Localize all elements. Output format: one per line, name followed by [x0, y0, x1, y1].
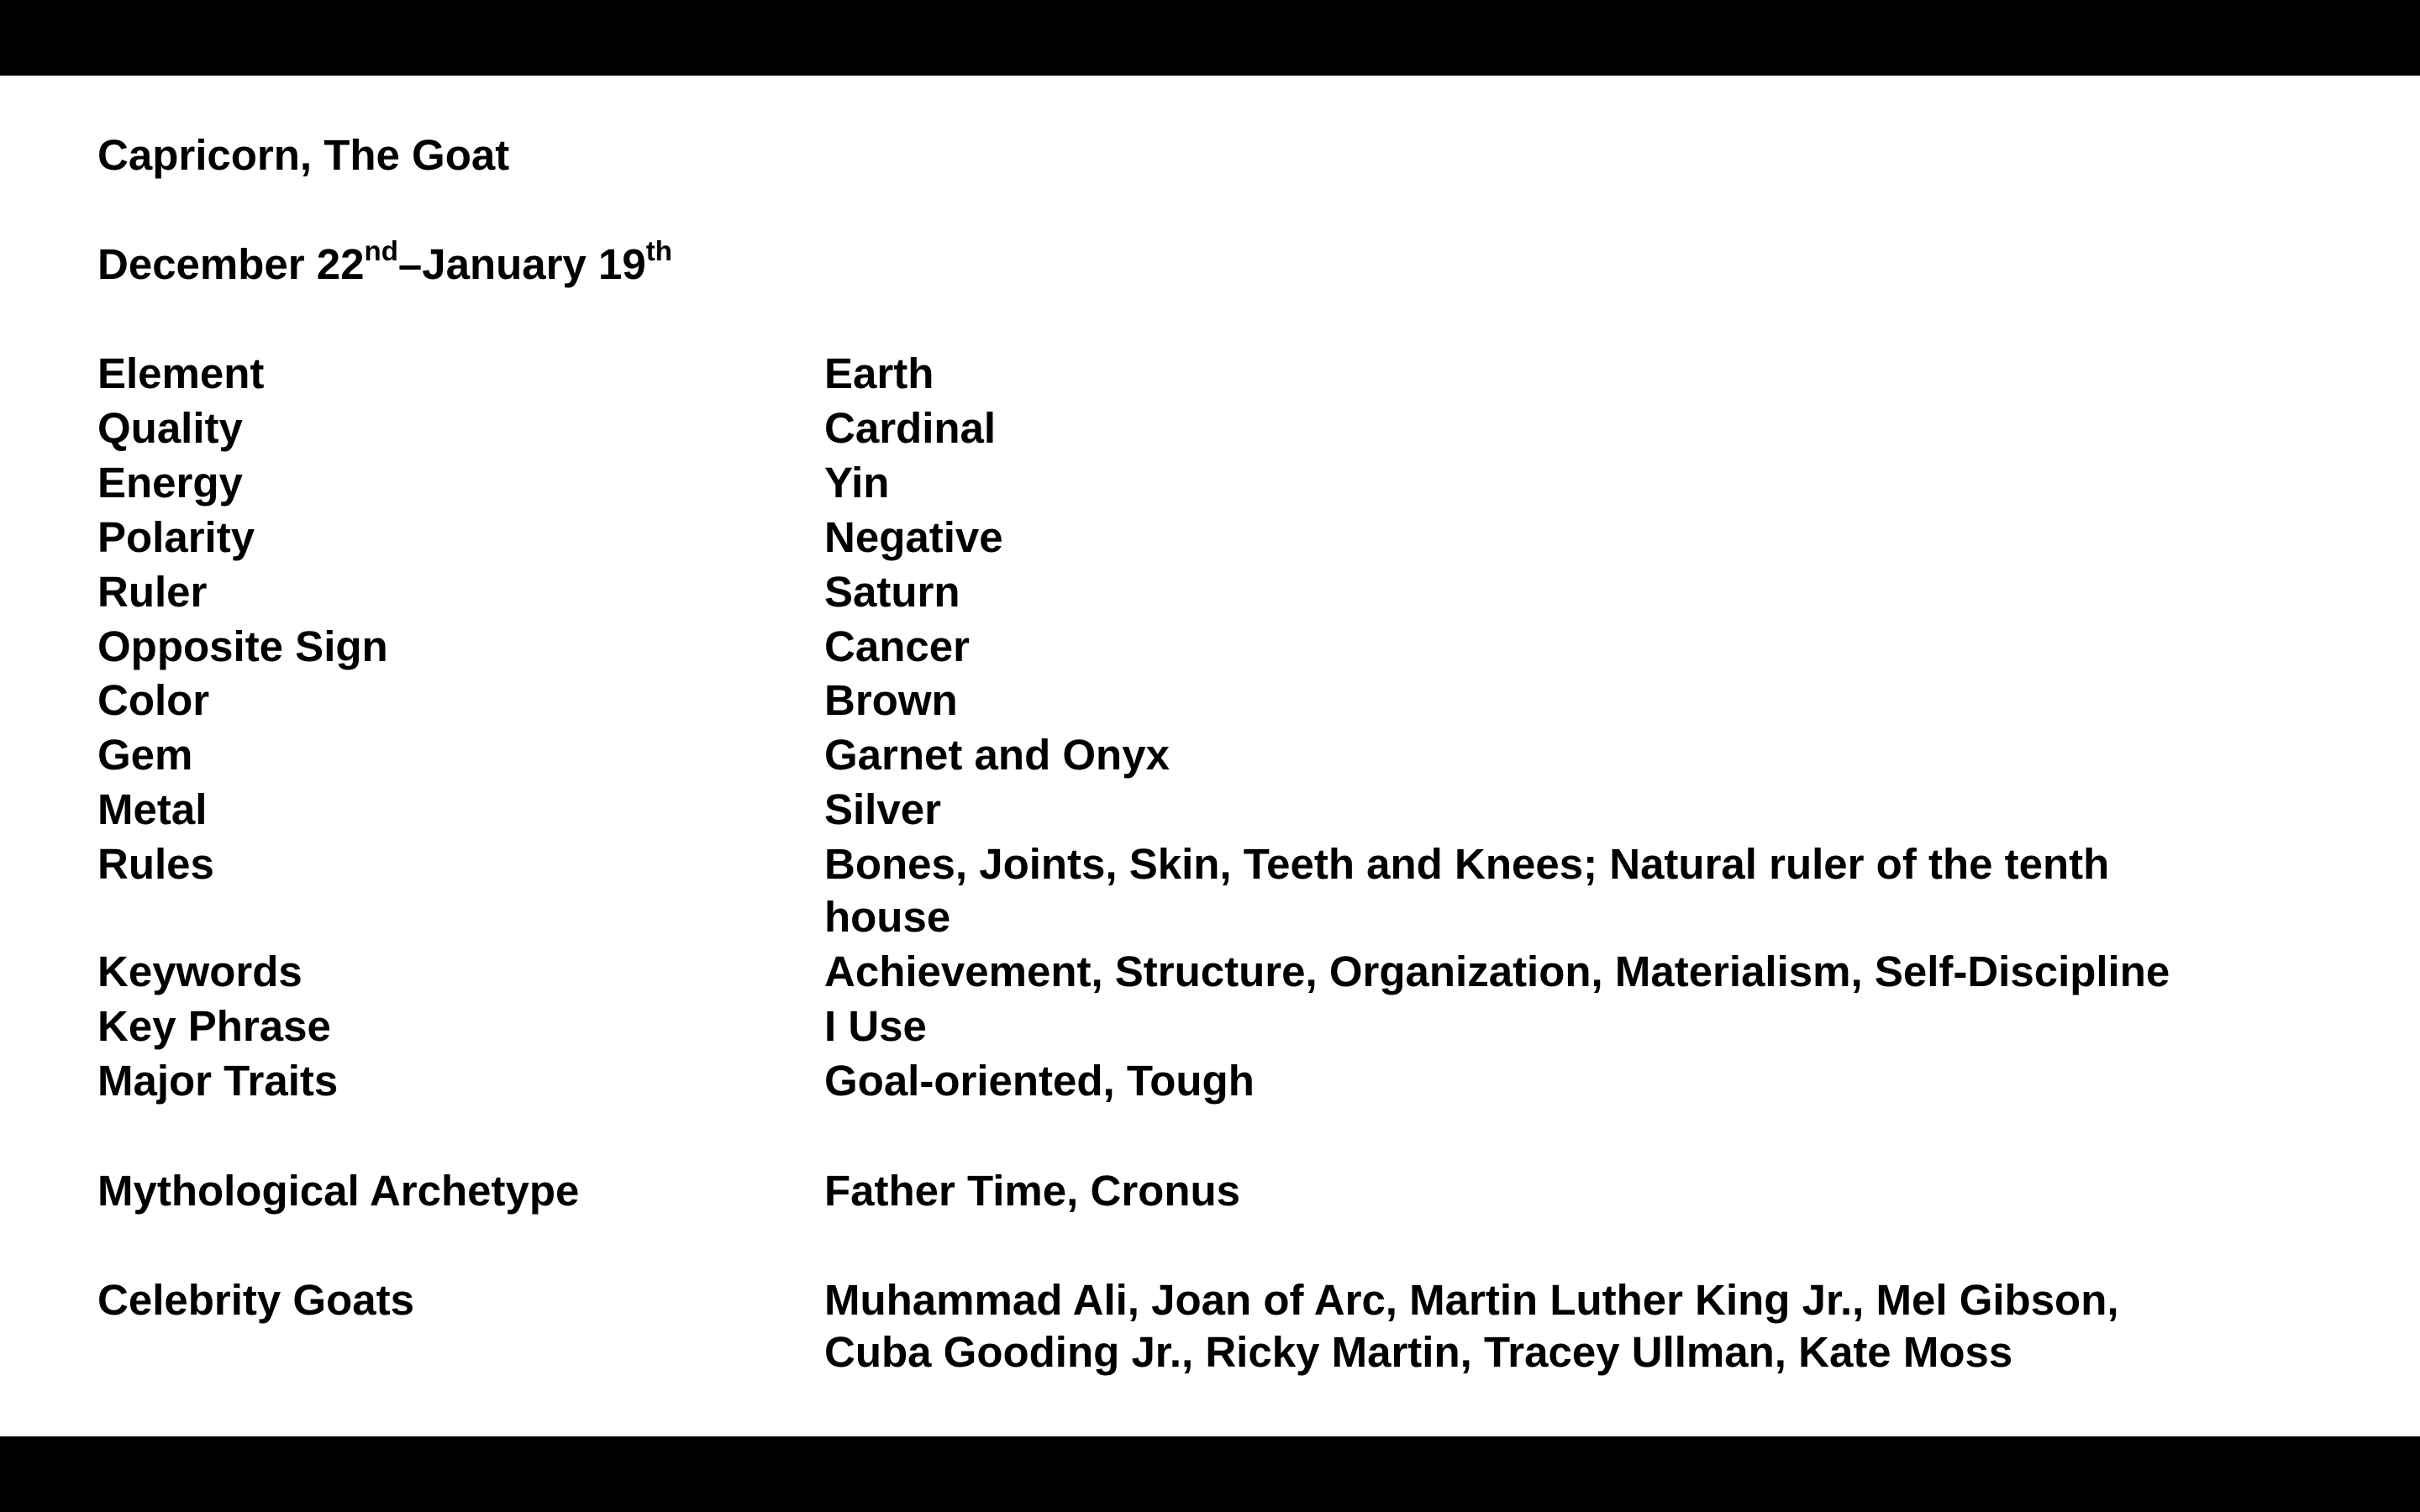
- row-label-keywords: Keywords: [97, 948, 302, 995]
- row-value-celebrity-goats-line2: Cuba Gooding Jr., Ricky Martin, Tracey Ullman, Kate Moss: [824, 1328, 2013, 1376]
- page-title: Capricorn, The Goat: [97, 131, 510, 179]
- row-value-rules-line2: house: [824, 893, 951, 941]
- slide-page: [0, 76, 2420, 1436]
- row-value-gem: Garnet and Onyx: [824, 731, 1170, 779]
- row-value-major-traits: Goal-oriented, Tough: [824, 1057, 1255, 1105]
- date-end: January 19: [422, 240, 646, 288]
- row-value-keywords: Achievement, Structure, Organization, Materialism, Self-Discipline: [824, 948, 2170, 995]
- row-label-ruler: Ruler: [97, 568, 208, 616]
- row-value-key-phrase: I Use: [824, 1002, 927, 1050]
- bottom-letterbox-bar: [0, 1436, 2420, 1512]
- row-value-mythological-archetype: Father Time, Cronus: [824, 1167, 1240, 1215]
- row-value-rules-line1: Bones, Joints, Skin, Teeth and Knees; Natural ruler of the tenth: [824, 840, 2110, 888]
- row-value-energy: Yin: [824, 459, 890, 507]
- row-label-quality: Quality: [97, 404, 243, 452]
- row-value-opposite-sign: Cancer: [824, 622, 970, 670]
- row-label-rules: Rules: [97, 840, 214, 888]
- date-range: [97, 235, 672, 291]
- row-label-celebrity-goats: Celebrity Goats: [97, 1276, 414, 1324]
- top-letterbox-bar: [0, 0, 2420, 76]
- date-end-suffix: th: [645, 235, 672, 266]
- row-label-polarity: Polarity: [97, 513, 255, 561]
- date-start-suffix: nd: [364, 235, 398, 266]
- row-label-element: Element: [97, 349, 265, 397]
- row-label-major-traits: Major Traits: [97, 1057, 339, 1105]
- date-separator: –: [397, 240, 423, 288]
- row-value-metal: Silver: [824, 785, 941, 833]
- row-label-mythological-archetype: Mythological Archetype: [97, 1167, 580, 1215]
- row-label-color: Color: [97, 676, 210, 724]
- row-value-element: Earth: [824, 349, 934, 397]
- row-value-color: Brown: [824, 676, 958, 724]
- row-label-opposite-sign: Opposite Sign: [97, 622, 388, 670]
- row-label-gem: Gem: [97, 731, 193, 779]
- row-value-celebrity-goats-line1: Muhammad Ali, Joan of Arc, Martin Luther King Jr., Mel Gibson,: [824, 1276, 2119, 1324]
- date-start: December 22: [97, 240, 365, 288]
- row-label-metal: Metal: [97, 785, 208, 833]
- row-value-ruler: Saturn: [824, 568, 960, 616]
- row-label-key-phrase: Key Phrase: [97, 1002, 331, 1050]
- row-label-energy: Energy: [97, 459, 243, 507]
- row-value-quality: Cardinal: [824, 404, 997, 452]
- row-value-polarity: Negative: [824, 513, 1003, 561]
